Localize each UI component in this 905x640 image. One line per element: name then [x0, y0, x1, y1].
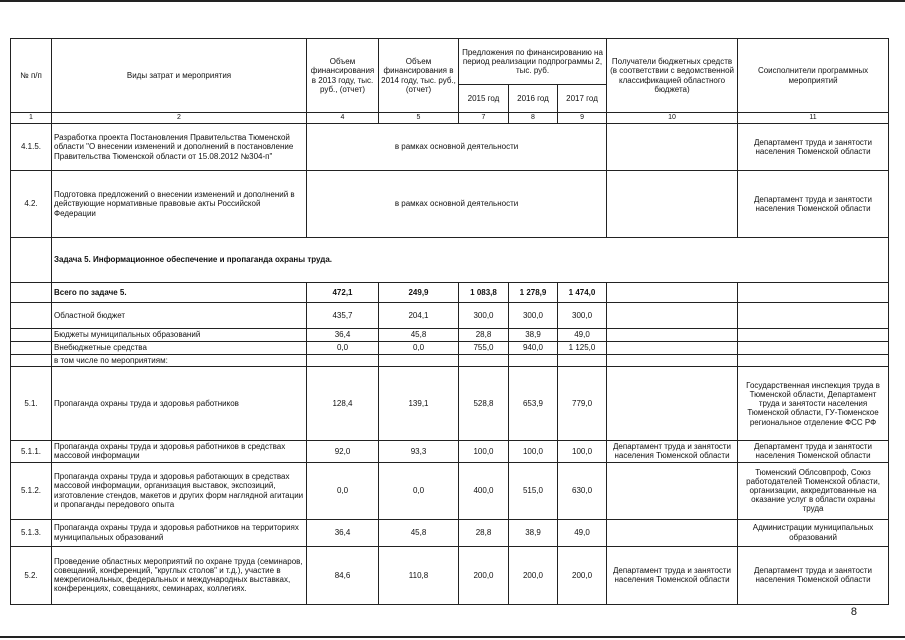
value-2014: 93,3 [379, 441, 459, 462]
task-title: Задача 5. Информационное обеспечение и пропаганда охраны труда. [52, 238, 889, 283]
recipient-cell [607, 283, 738, 303]
value-2014: 0,0 [379, 342, 459, 355]
value-2016: 940,0 [509, 342, 558, 355]
row-text: Проведение областных мероприятий по охране труда (семинаров, совещаний, конференций, "круглых столов" и т.д.), участие в межрегиональных, федеральных и международных выставках, конференциях, совещаниях, семинарах, коллегиях. [52, 546, 307, 604]
value-2017: 1 125,0 [558, 342, 607, 355]
value-2016: 653,9 [509, 367, 558, 441]
table-row [11, 342, 889, 355]
row-text: Внебюджетные средства [52, 342, 307, 355]
row-num [11, 238, 52, 283]
colnum: 8 [509, 113, 558, 124]
value-2015: 200,0 [459, 546, 509, 604]
row-num: 5.1.2. [11, 462, 52, 519]
coexec-cell: Департамент труда и занятости населения Тюменской области [738, 171, 889, 238]
row-num: 4.1.5. [11, 124, 52, 171]
table-row [11, 519, 889, 546]
value-2013: 472,1 [307, 283, 379, 303]
row-text: Областной бюджет [52, 303, 307, 329]
value-2017: 300,0 [558, 303, 607, 329]
value-2014: 110,8 [379, 546, 459, 604]
header-types: Виды затрат и мероприятия [52, 39, 307, 113]
recipient-cell [607, 124, 738, 171]
recipient-cell [607, 171, 738, 238]
value-2013: 92,0 [307, 441, 379, 462]
row-text: Пропаганда охраны труда и здоровья работников в средствах массовой информации [52, 441, 307, 462]
header-coexec: Соисполнители программных мероприятий [738, 39, 889, 113]
value-2017: 1 474,0 [558, 283, 607, 303]
colnum: 9 [558, 113, 607, 124]
table-row [11, 124, 889, 171]
task-row [11, 238, 889, 283]
value-2015: 400,0 [459, 462, 509, 519]
value-2013: 36,4 [307, 519, 379, 546]
header-vol2014: Объем финансирования в 2014 году, тыс. руб., (отчет) [379, 39, 459, 113]
value-2013: 0,0 [307, 342, 379, 355]
value-2015 [459, 355, 509, 367]
table-row [11, 546, 889, 604]
recipient-cell: Департамент труда и занятости населения Тюменской области [607, 546, 738, 604]
header-vol2013: Объем финансирования в 2013 году, тыс. руб., (отчет) [307, 39, 379, 113]
total-row [11, 283, 889, 303]
value-2016: 100,0 [509, 441, 558, 462]
row-text: Всего по задаче 5. [52, 283, 307, 303]
value-2014: 45,8 [379, 519, 459, 546]
page-number: 8 [850, 606, 857, 618]
colnum: 4 [307, 113, 379, 124]
recipient-cell [607, 303, 738, 329]
value-2017: 49,0 [558, 329, 607, 342]
value-2015: 755,0 [459, 342, 509, 355]
coexec-cell: Администрации муниципальных образований [738, 519, 889, 546]
row-num: 4.2. [11, 171, 52, 238]
merged-note: в рамках основной деятельности [307, 124, 607, 171]
row-num [11, 303, 52, 329]
colnum: 2 [52, 113, 307, 124]
value-2015: 28,8 [459, 329, 509, 342]
coexec-cell: Департамент труда и занятости населения Тюменской области [738, 124, 889, 171]
value-2015: 28,8 [459, 519, 509, 546]
coexec-cell: Департамент труда и занятости населения Тюменской области [738, 546, 889, 604]
table-row [11, 355, 889, 367]
coexec-cell: Государственная инспекция труда в Тюменской области, Департамент труда и занятости населения Тюменской области, ГУ-Тюменское региональное отделение ФСС РФ [738, 367, 889, 441]
value-2017: 630,0 [558, 462, 607, 519]
merged-note: в рамках основной деятельности [307, 171, 607, 238]
value-2014 [379, 355, 459, 367]
recipient-cell [607, 329, 738, 342]
value-2015: 528,8 [459, 367, 509, 441]
value-2017 [558, 355, 607, 367]
colnum: 11 [738, 113, 889, 124]
recipient-cell [607, 355, 738, 367]
row-num: 5.1. [11, 367, 52, 441]
recipient-cell [607, 367, 738, 441]
row-text: Подготовка предложений о внесении изменений и дополнений в действующие нормативные правовые акты Российской Федерации [52, 171, 307, 238]
value-2016: 38,9 [509, 329, 558, 342]
row-num [11, 355, 52, 367]
row-text: Пропаганда охраны труда и здоровья работающих в средствах массовой информации, организация выставок, экспозиций, изготовление стендов, макетов и других форм наглядной агитации и пропаганды передового опыта [52, 462, 307, 519]
header-2017: 2017 год [558, 85, 607, 113]
value-2013 [307, 355, 379, 367]
table-row [11, 462, 889, 519]
row-num [11, 329, 52, 342]
value-2017: 779,0 [558, 367, 607, 441]
table-row [11, 303, 889, 329]
header-2015: 2015 год [459, 85, 509, 113]
coexec-cell [738, 329, 889, 342]
value-2016: 515,0 [509, 462, 558, 519]
value-2013: 36,4 [307, 329, 379, 342]
table-row [11, 441, 889, 462]
header-row [11, 39, 889, 85]
coexec-cell: Департамент труда и занятости населения Тюменской области [738, 441, 889, 462]
value-2017: 49,0 [558, 519, 607, 546]
value-2015: 100,0 [459, 441, 509, 462]
value-2016: 200,0 [509, 546, 558, 604]
row-num [11, 283, 52, 303]
row-num: 5.1.1. [11, 441, 52, 462]
header-recipients: Получатели бюджетных средств (в соответствии с ведомственной классификацией областного бюджета) [607, 39, 738, 113]
coexec-cell [738, 283, 889, 303]
bottom-border-line [0, 636, 905, 638]
row-num: 5.1.3. [11, 519, 52, 546]
value-2016: 300,0 [509, 303, 558, 329]
recipient-cell [607, 342, 738, 355]
header-2016: 2016 год [509, 85, 558, 113]
value-2016 [509, 355, 558, 367]
table-row [11, 171, 889, 238]
value-2017: 200,0 [558, 546, 607, 604]
coexec-cell: Тюменский Облсовпроф, Союз работодателей Тюменской области, организации, аккредитованные на оказание услуг в области охраны труда [738, 462, 889, 519]
row-text: Бюджеты муниципальных образований [52, 329, 307, 342]
value-2014: 0,0 [379, 462, 459, 519]
value-2016: 1 278,9 [509, 283, 558, 303]
row-text: в том числе по мероприятиям: [52, 355, 307, 367]
row-num: 5.2. [11, 546, 52, 604]
value-2015: 1 083,8 [459, 283, 509, 303]
row-text: Пропаганда охраны труда и здоровья работников [52, 367, 307, 441]
table-row [11, 367, 889, 441]
value-2014: 45,8 [379, 329, 459, 342]
value-2015: 300,0 [459, 303, 509, 329]
row-text: Пропаганда охраны труда и здоровья работников на территориях муниципальных образований [52, 519, 307, 546]
row-text: Разработка проекта Постановления Правительства Тюменской области "О внесении изменений и дополнений в постановление Правительства Тюменской области от 15.08.2012 №304-п" [52, 124, 307, 171]
coexec-cell [738, 355, 889, 367]
value-2014: 139,1 [379, 367, 459, 441]
budget-table [10, 38, 889, 605]
column-numbers-row [11, 113, 889, 124]
recipient-cell [607, 519, 738, 546]
recipient-cell: Департамент труда и занятости населения Тюменской области [607, 441, 738, 462]
value-2014: 249,9 [379, 283, 459, 303]
header-num: № п/п [11, 39, 52, 113]
value-2014: 204,1 [379, 303, 459, 329]
colnum: 5 [379, 113, 459, 124]
value-2013: 128,4 [307, 367, 379, 441]
colnum: 1 [11, 113, 52, 124]
value-2013: 84,6 [307, 546, 379, 604]
row-num [11, 342, 52, 355]
colnum: 7 [459, 113, 509, 124]
value-2016: 38,9 [509, 519, 558, 546]
coexec-cell [738, 303, 889, 329]
coexec-cell [738, 342, 889, 355]
recipient-cell [607, 462, 738, 519]
value-2013: 435,7 [307, 303, 379, 329]
colnum: 10 [607, 113, 738, 124]
table-row [11, 329, 889, 342]
value-2013: 0,0 [307, 462, 379, 519]
header-proposals: Предложения по финансированию на период реализации подпрограммы 2, тыс. руб. [459, 39, 607, 85]
top-border-line [0, 0, 905, 2]
value-2017: 100,0 [558, 441, 607, 462]
